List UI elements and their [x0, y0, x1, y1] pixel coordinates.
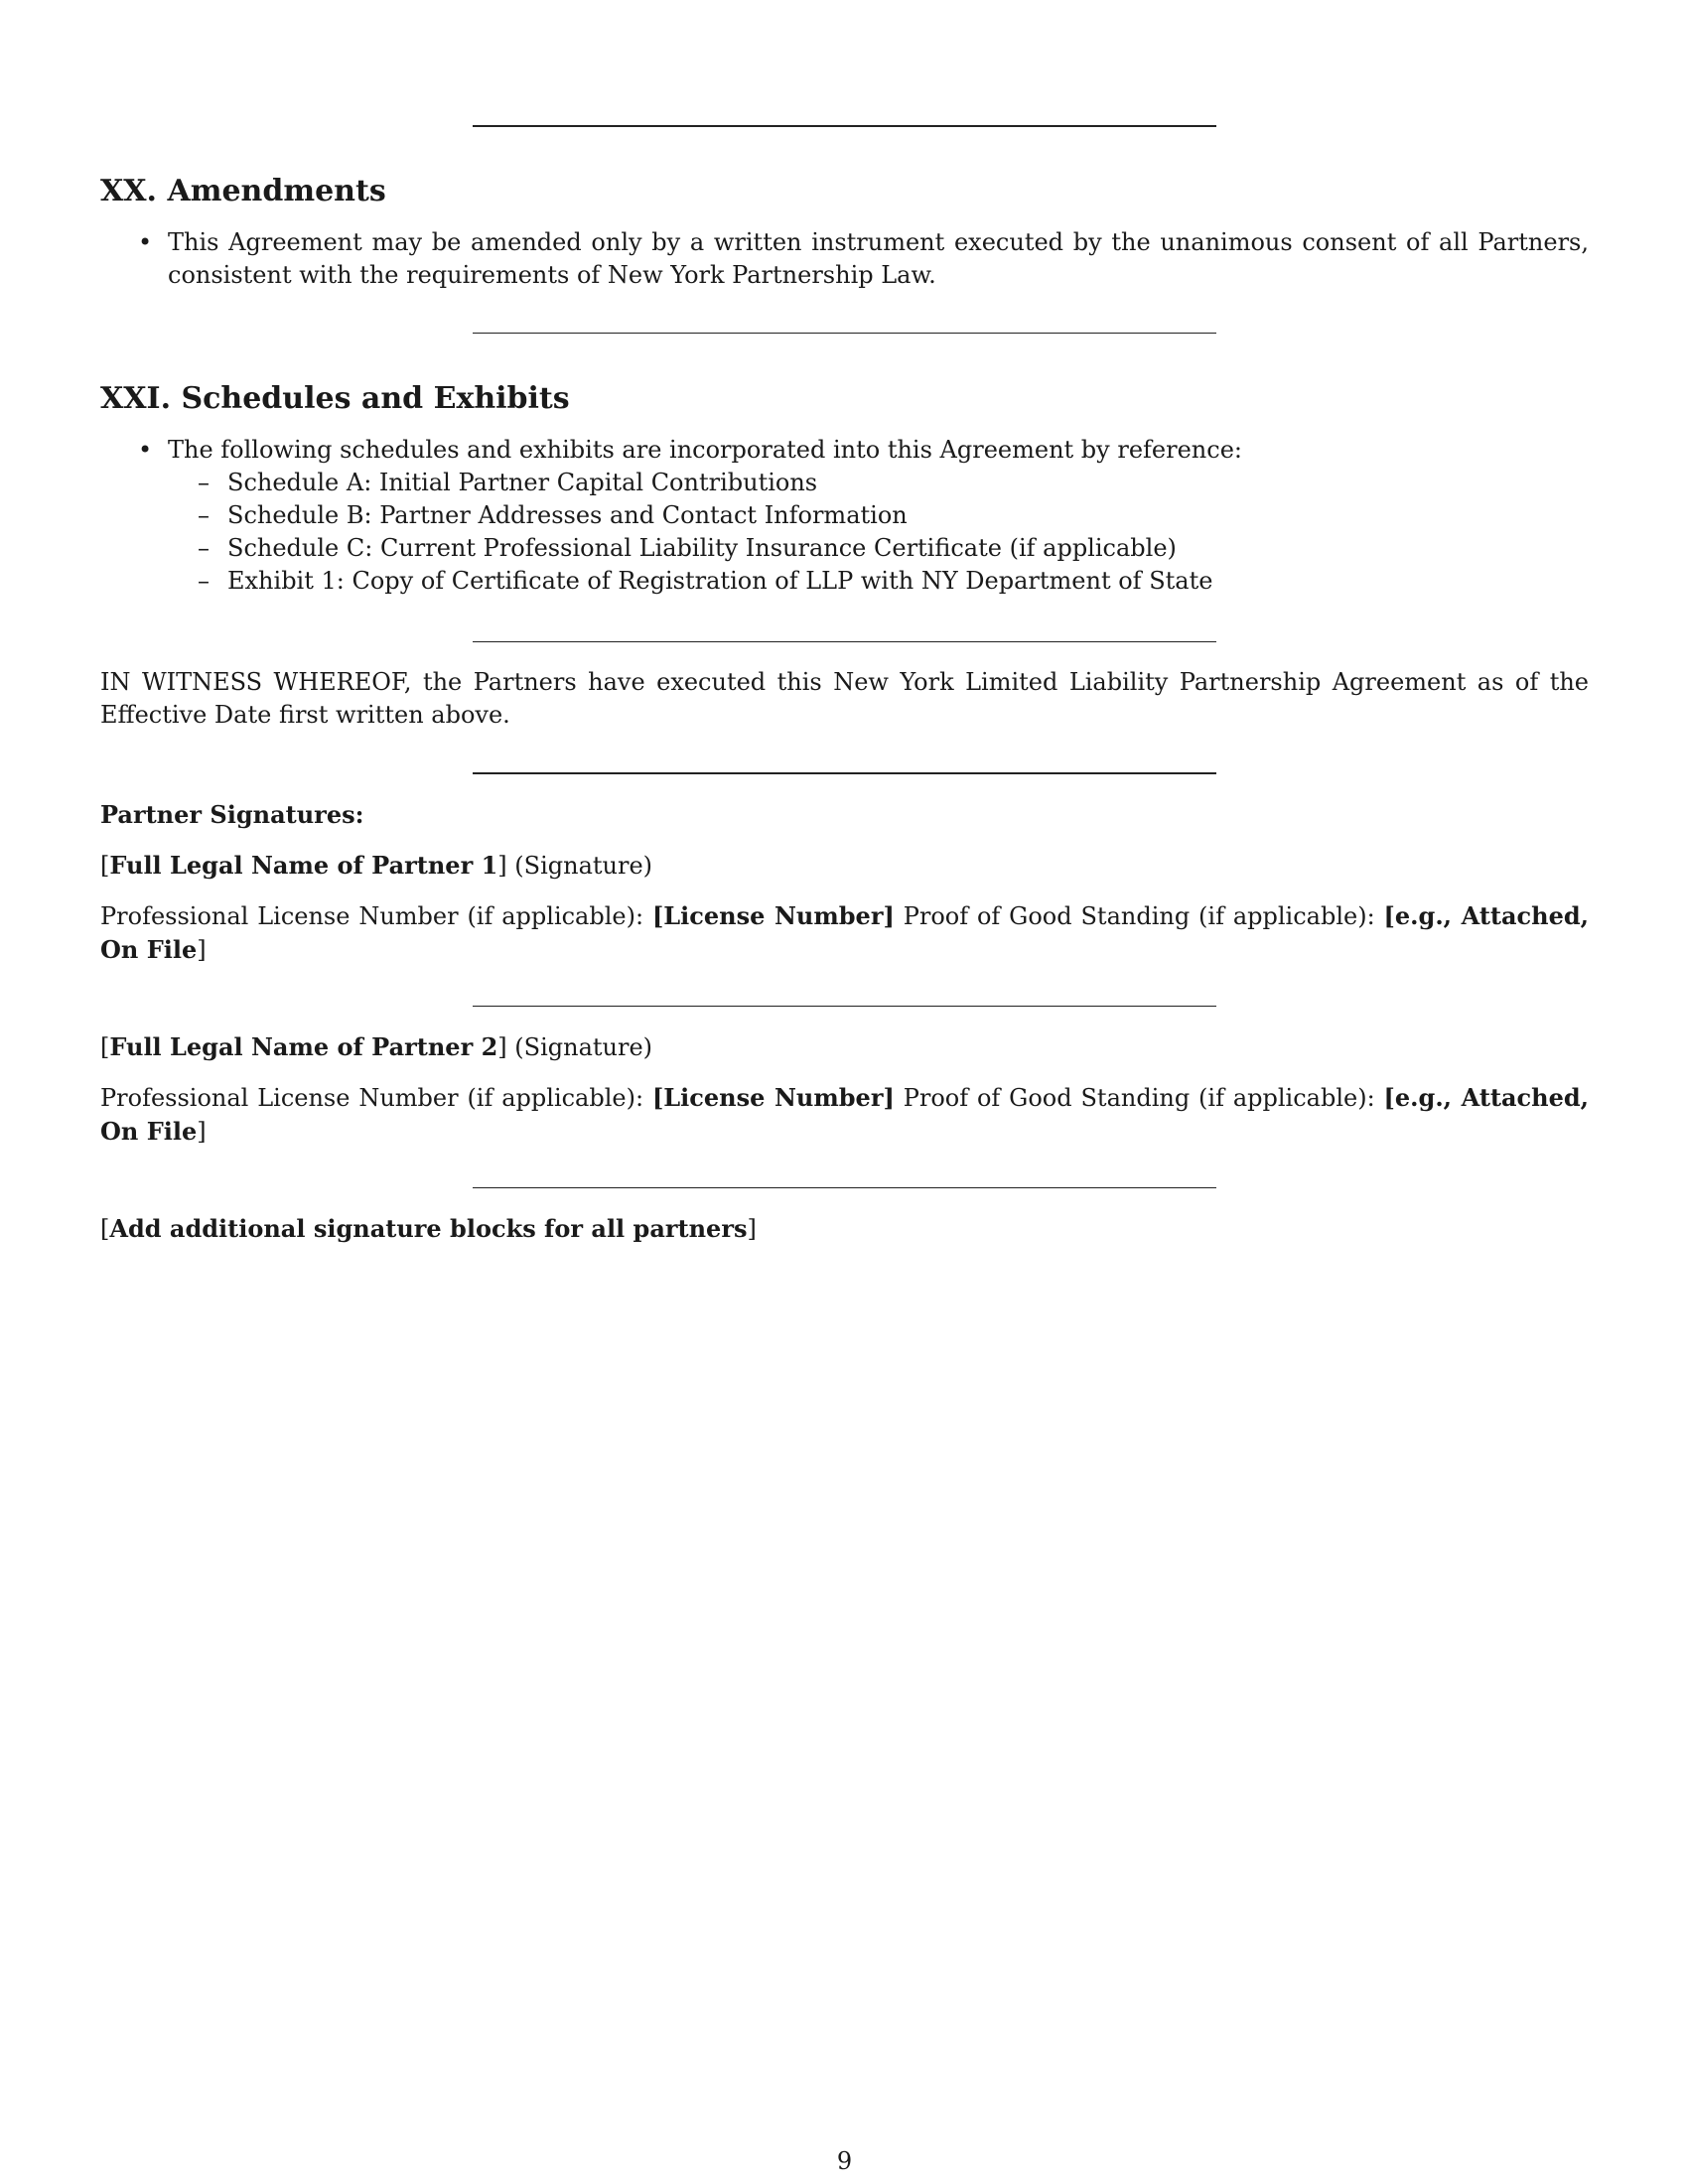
- witness-clause: IN WITNESS WHEREOF, the Partners have executed this New York Limited Liability Partnership Agreement as of the Effective Date first written above.: [100, 668, 1589, 729]
- additional-signatures-note: [Add additional signature blocks for all partners]: [100, 1214, 757, 1243]
- license-info-partner-2: Professional License Number (if applicable): [License Number] Proof of Good Standing (if applicable): [e.g., Attached, On File]: [100, 1083, 1590, 1146]
- schedules-intro-text: The following schedules and exhibits are incorporated into this Agreement by reference:: [168, 436, 1242, 464]
- dash-icon: –: [198, 501, 210, 529]
- dash-icon: –: [198, 469, 210, 496]
- section-divider: [473, 641, 1216, 642]
- section-divider: [473, 125, 1216, 127]
- dash-icon: –: [198, 534, 210, 562]
- section-heading-amendments: XX. Amendments: [100, 174, 386, 208]
- page-number: 9: [836, 2147, 853, 2175]
- bullet-icon: •: [138, 228, 153, 256]
- signatures-heading: Partner Signatures:: [100, 800, 364, 829]
- section-divider: [473, 772, 1216, 774]
- license-info-partner-1: Professional License Number (if applicable): [License Number] Proof of Good Standing (if applicable): [e.g., Attached, On File]: [100, 901, 1590, 964]
- partner-2-name: Full Legal Name of Partner 2: [109, 1032, 498, 1061]
- signature-divider: [473, 1187, 1216, 1188]
- section-divider: [473, 333, 1216, 334]
- bullet-icon: •: [138, 436, 153, 464]
- signature-line-partner-2: [Full Legal Name of Partner 2] (Signature): [100, 1032, 653, 1061]
- partner-1-name: Full Legal Name of Partner 1: [109, 851, 498, 880]
- dash-icon: –: [198, 567, 210, 595]
- signature-line-partner-1: [Full Legal Name of Partner 1] (Signature): [100, 851, 653, 880]
- amendments-text: This Agreement may be amended only by a written instrument executed by the unanimous consent of all Partners, consistent with the requirements of New York Partnership Law.: [168, 228, 1589, 289]
- document-page: XX. Amendments • This Agreement may be amended only by a written instrument executed by the unanimous consent of all Partners, consistent with the requirements of New York Partnership Law. XXI. Schedules and Exhibits • The following schedules and exhibits are incorporated into this Agreement by reference: – Schedule A: Initial Partner Capital Contributions – Schedule B: Partner Addresses and Contact Information – Schedule C: Current Professional Liability Insurance Certificate (if applicable) – Exhibit 1: Copy of Certificate of Registration of LLP with NY Department of State IN WITNESS WHEREOF, the Partners have executed this New York Limited Liability Partnership Agreement as of the Effective Date first written above. Partner Signatures: [Full Legal Name of Partner 1] (Signature) Professional License Number (if applicable): [License Number] Proof of Good Standing (if applicable): [e.g., Attached, On File] [Full Legal Name of Partner 2] (Signature) Professional License Number (if applicable): [License Number] Proof of Good Standing (if applicable): [e.g., Attached, On File] [Add additional signature blocks for all partners] 9: [100, 0, 1589, 2184]
- signature-divider: [473, 1006, 1216, 1007]
- section-heading-schedules: XXI. Schedules and Exhibits: [100, 381, 570, 416]
